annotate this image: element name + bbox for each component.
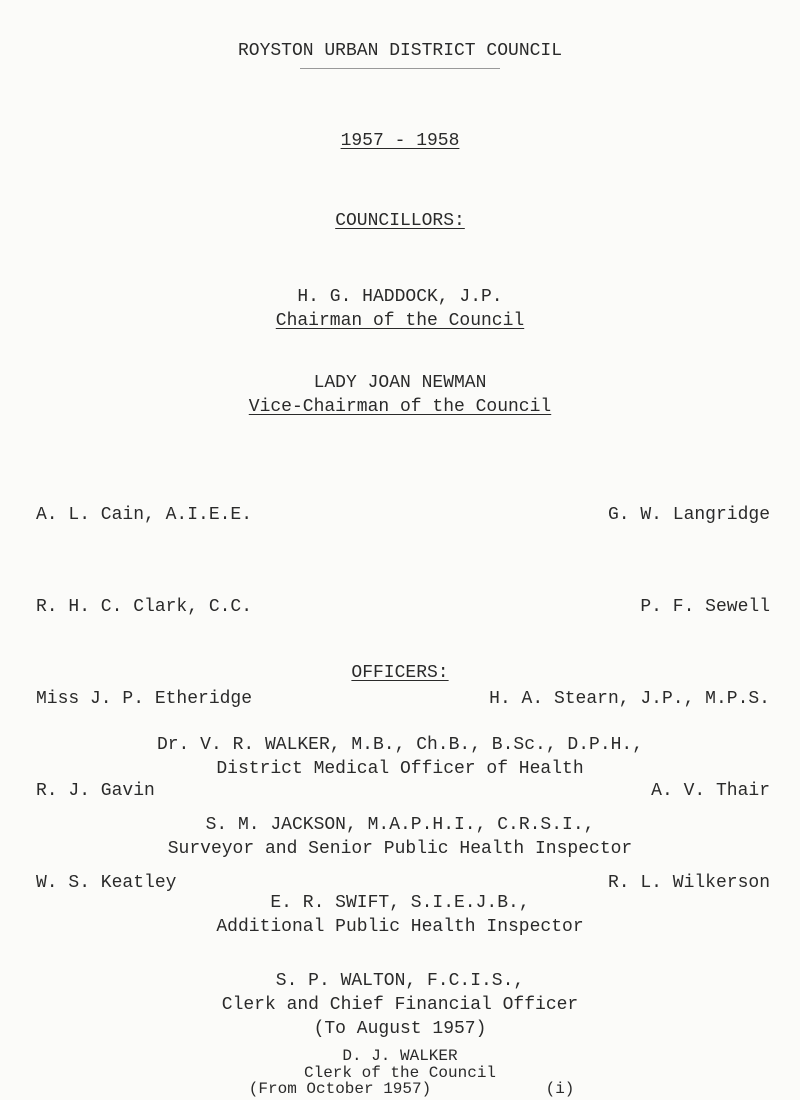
councillor: R. J. Gavin (36, 781, 155, 801)
councillor: G. W. Langridge (607, 505, 770, 525)
councillors-heading: COUNCILLORS: (335, 211, 465, 231)
officer-note: (From October 1957) (248, 1080, 432, 1098)
officer-role: Clerk and Chief Financial Officer (221, 995, 579, 1015)
officer-name: D. J. WALKER (342, 1047, 458, 1065)
councillor: A. V. Thair (651, 781, 770, 801)
officer-role: Surveyor and Senior Public Health Inspector (167, 839, 633, 859)
councillors-right-list (350, 450, 770, 962)
councillor: W. S. Keatley (36, 873, 177, 893)
chairman-name: H. G. HADDOCK, J.P. (297, 287, 503, 307)
officer-role: District Medical Officer of Health (216, 759, 584, 779)
vice-chairman-role: Vice-Chairman of the Council (248, 397, 552, 417)
officers-heading: OFFICERS: (351, 663, 449, 683)
officer-role: Clerk of the Council (303, 1064, 497, 1082)
councillor: H. A. Stearn, J.P., M.P.S. (489, 689, 770, 709)
title-divider (300, 68, 500, 69)
councillor: R. H. C. Clark, C.C. (36, 597, 253, 617)
officer-name: S. M. JACKSON, M.A.P.H.I., C.R.S.I., (205, 815, 595, 835)
page-number: (i) (545, 1080, 575, 1098)
officer-role: Additional Public Health Inspector (216, 917, 584, 937)
councillor: Miss J. P. Etheridge (36, 689, 253, 709)
officer-name: E. R. SWIFT, S.I.E.J.B., (270, 893, 530, 913)
chairman-role: Chairman of the Council (275, 311, 525, 331)
officer-note: (To August 1957) (313, 1019, 487, 1039)
councillor: P. F. Sewell (640, 597, 770, 617)
year-range: 1957 - 1958 (340, 131, 460, 151)
officer-name: Dr. V. R. WALKER, M.B., Ch.B., B.Sc., D.P.H., (156, 735, 644, 755)
vice-chairman-name: LADY JOAN NEWMAN (313, 373, 487, 393)
councillor: A. L. Cain, A.I.E.E. (36, 505, 253, 525)
councillor: R. L. Wilkerson (607, 873, 770, 893)
council-title: ROYSTON URBAN DISTRICT COUNCIL (237, 41, 563, 61)
officer-name: S. P. WALTON, F.C.I.S., (275, 971, 525, 991)
councillors-left-list (36, 450, 376, 962)
